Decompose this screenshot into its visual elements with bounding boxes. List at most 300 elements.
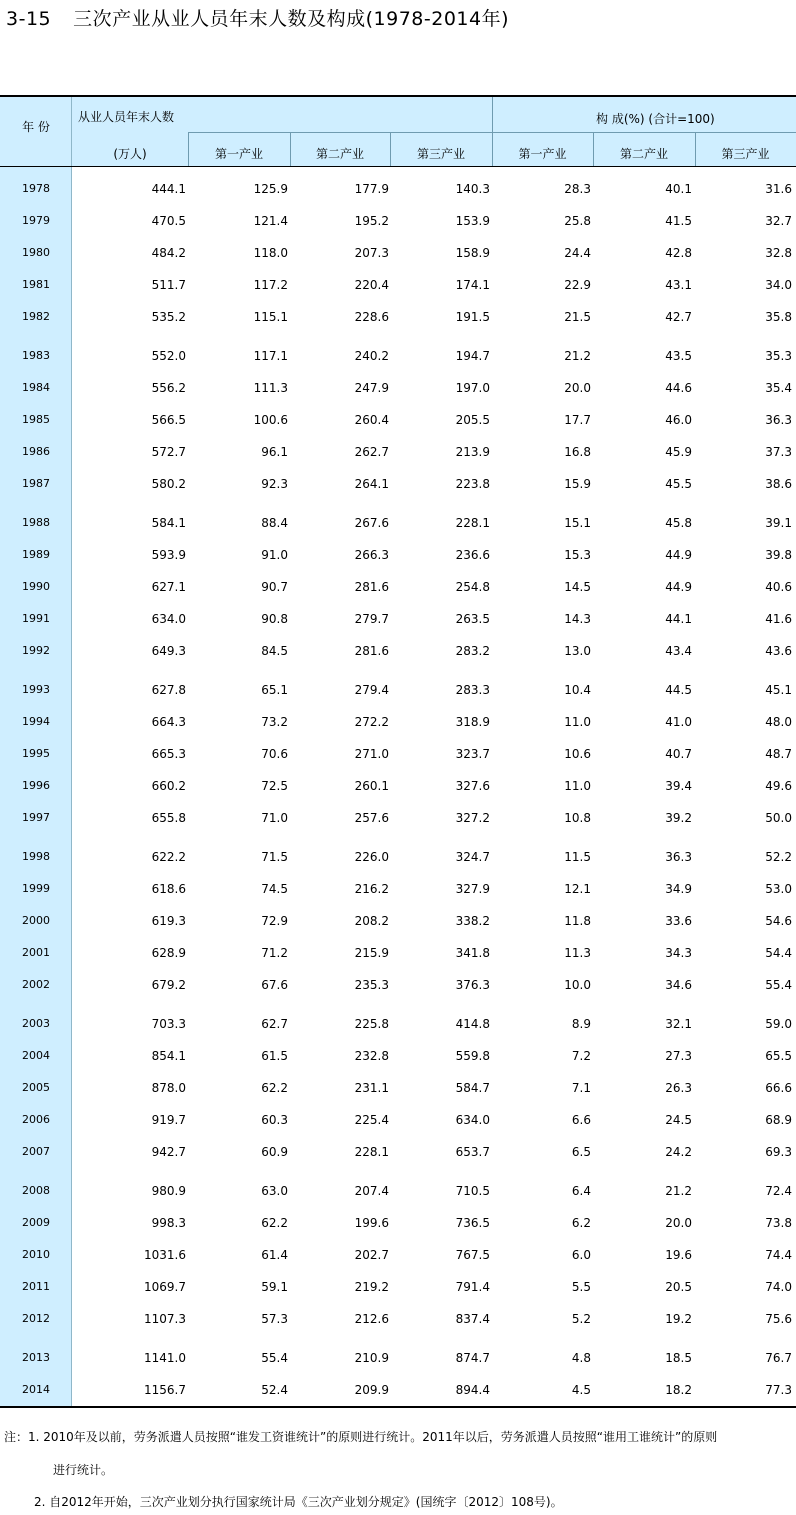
- table-cell: 16.8: [564, 445, 591, 459]
- table-cell: 125.9: [253, 182, 288, 196]
- table-cell: 327.6: [455, 779, 490, 793]
- table-cell: 39.4: [665, 779, 692, 793]
- table-cell: 11.0: [564, 779, 591, 793]
- header-primary: 第一产业: [214, 147, 263, 161]
- table-cell: 240.2: [354, 349, 389, 363]
- table-cell: 21.2: [564, 349, 591, 363]
- table-cell: 281.6: [354, 580, 389, 594]
- table-cell: 215.9: [354, 946, 389, 960]
- table-cell: 34.0: [765, 278, 792, 292]
- note-1-continued: 进行统计。: [53, 1463, 114, 1477]
- year-cell: 2001: [22, 946, 50, 959]
- table-cell: 44.1: [665, 612, 692, 626]
- table-cell: 15.9: [564, 477, 591, 491]
- table-cell: 894.4: [455, 1383, 490, 1397]
- table-cell: 62.7: [261, 1017, 288, 1031]
- table-cell: 38.6: [765, 477, 792, 491]
- year-cell: 1985: [22, 413, 50, 426]
- year-cell: 1989: [22, 548, 50, 561]
- table-cell: 91.0: [261, 548, 288, 562]
- bottom-rule: [0, 1406, 796, 1408]
- year-cell: 1994: [22, 715, 50, 728]
- table-cell: 593.9: [151, 548, 186, 562]
- year-cell: 2008: [22, 1184, 50, 1197]
- table-cell: 62.2: [261, 1081, 288, 1095]
- table-cell: 88.4: [261, 516, 288, 530]
- table-cell: 202.7: [354, 1248, 389, 1262]
- year-cell: 2002: [22, 978, 50, 991]
- table-cell: 627.8: [151, 683, 186, 697]
- table-cell: 4.8: [571, 1351, 591, 1365]
- table-cell: 11.5: [564, 850, 591, 864]
- table-cell: 260.1: [354, 779, 389, 793]
- table-cell: 767.5: [455, 1248, 490, 1262]
- table-cell: 31.6: [765, 182, 792, 196]
- table-cell: 980.9: [151, 1184, 186, 1198]
- table-cell: 40.7: [665, 747, 692, 761]
- year-cell: 1993: [22, 683, 50, 696]
- year-cell: 1995: [22, 747, 50, 760]
- table-cell: 53.0: [765, 882, 792, 896]
- table-cell: 84.5: [261, 644, 288, 658]
- table-cell: 556.2: [151, 381, 186, 395]
- table-cell: 209.9: [354, 1383, 389, 1397]
- table-cell: 24.2: [665, 1145, 692, 1159]
- table-cell: 74.5: [261, 882, 288, 896]
- table-cell: 52.4: [261, 1383, 288, 1397]
- table-cell: 52.2: [765, 850, 792, 864]
- table-cell: 41.0: [665, 715, 692, 729]
- table-cell: 11.8: [564, 914, 591, 928]
- table-cell: 44.9: [665, 548, 692, 562]
- year-cell: 1997: [22, 811, 50, 824]
- table-cell: 92.3: [261, 477, 288, 491]
- header-share-secondary: 第二产业: [619, 147, 668, 161]
- table-cell: 14.3: [564, 612, 591, 626]
- table-cell: 20.5: [665, 1280, 692, 1294]
- table-cell: 48.7: [765, 747, 792, 761]
- table-cell: 72.9: [261, 914, 288, 928]
- table-cell: 231.1: [354, 1081, 389, 1095]
- year-cell: 1981: [22, 278, 50, 291]
- table-cell: 228.1: [354, 1145, 389, 1159]
- table-cell: 35.4: [765, 381, 792, 395]
- table-cell: 117.2: [253, 278, 288, 292]
- table-cell: 414.8: [455, 1017, 490, 1031]
- year-cell: 1980: [22, 246, 50, 259]
- table-cell: 67.6: [261, 978, 288, 992]
- table-cell: 44.5: [665, 683, 692, 697]
- year-cell: 2010: [22, 1248, 50, 1261]
- table-cell: 272.2: [354, 715, 389, 729]
- table-cell: 10.8: [564, 811, 591, 825]
- table-cell: 65.1: [261, 683, 288, 697]
- table-cell: 40.1: [665, 182, 692, 196]
- table-cell: 72.4: [765, 1184, 792, 1198]
- table-cell: 710.5: [455, 1184, 490, 1198]
- table-cell: 228.6: [354, 310, 389, 324]
- table-cell: 70.6: [261, 747, 288, 761]
- table-cell: 100.6: [253, 413, 288, 427]
- table-cell: 26.3: [665, 1081, 692, 1095]
- table-cell: 153.9: [455, 214, 490, 228]
- table-cell: 634.0: [455, 1113, 490, 1127]
- table-cell: 34.6: [665, 978, 692, 992]
- year-cell: 2012: [22, 1312, 50, 1325]
- table-cell: 6.5: [571, 1145, 591, 1159]
- table-cell: 90.7: [261, 580, 288, 594]
- year-cell: 1979: [22, 214, 50, 227]
- table-cell: 42.7: [665, 310, 692, 324]
- table-cell: 22.9: [564, 278, 591, 292]
- table-cell: 121.4: [253, 214, 288, 228]
- table-cell: 32.7: [765, 214, 792, 228]
- table-cell: 225.4: [354, 1113, 389, 1127]
- table-cell: 6.6: [571, 1113, 591, 1127]
- year-cell: 1984: [22, 381, 50, 394]
- table-cell: 10.4: [564, 683, 591, 697]
- table-cell: 1107.3: [144, 1312, 186, 1326]
- table-cell: 55.4: [261, 1351, 288, 1365]
- table-cell: 207.4: [354, 1184, 389, 1198]
- table-cell: 484.2: [151, 246, 186, 260]
- table-cell: 75.6: [765, 1312, 792, 1326]
- table-cell: 212.6: [354, 1312, 389, 1326]
- year-cell: 1996: [22, 779, 50, 792]
- header-employed-group: 从业人员年末人数: [78, 110, 175, 124]
- table-cell: 837.4: [455, 1312, 490, 1326]
- table-cell: 942.7: [151, 1145, 186, 1159]
- table-cell: 61.5: [261, 1049, 288, 1063]
- table-cell: 649.3: [151, 644, 186, 658]
- table-cell: 653.7: [455, 1145, 490, 1159]
- table-cell: 219.2: [354, 1280, 389, 1294]
- table-cell: 341.8: [455, 946, 490, 960]
- table-cell: 205.5: [455, 413, 490, 427]
- table-cell: 572.7: [151, 445, 186, 459]
- table-cell: 199.6: [354, 1216, 389, 1230]
- table-cell: 41.5: [665, 214, 692, 228]
- table-cell: 262.7: [354, 445, 389, 459]
- table-cell: 36.3: [765, 413, 792, 427]
- year-cell: 2009: [22, 1216, 50, 1229]
- table-cell: 228.1: [455, 516, 490, 530]
- table-cell: 14.5: [564, 580, 591, 594]
- table-cell: 20.0: [665, 1216, 692, 1230]
- table-cell: 33.6: [665, 914, 692, 928]
- table-cell: 226.0: [354, 850, 389, 864]
- table-cell: 21.5: [564, 310, 591, 324]
- year-cell: 1978: [22, 182, 50, 195]
- table-cell: 998.3: [151, 1216, 186, 1230]
- table-cell: 878.0: [151, 1081, 186, 1095]
- table-cell: 40.6: [765, 580, 792, 594]
- table-cell: 191.5: [455, 310, 490, 324]
- table-cell: 919.7: [151, 1113, 186, 1127]
- table-cell: 71.2: [261, 946, 288, 960]
- table-cell: 223.8: [455, 477, 490, 491]
- year-cell: 2000: [22, 914, 50, 927]
- table-cell: 28.3: [564, 182, 591, 196]
- year-cell: 1986: [22, 445, 50, 458]
- table-cell: 470.5: [151, 214, 186, 228]
- table-cell: 660.2: [151, 779, 186, 793]
- table-cell: 703.3: [151, 1017, 186, 1031]
- table-cell: 225.8: [354, 1017, 389, 1031]
- table-cell: 39.8: [765, 548, 792, 562]
- table-cell: 19.6: [665, 1248, 692, 1262]
- table-cell: 6.0: [571, 1248, 591, 1262]
- table-cell: 50.0: [765, 811, 792, 825]
- table-cell: 48.0: [765, 715, 792, 729]
- table-cell: 44.9: [665, 580, 692, 594]
- table-cell: 197.0: [455, 381, 490, 395]
- table-cell: 552.0: [151, 349, 186, 363]
- table-cell: 74.4: [765, 1248, 792, 1262]
- table-cell: 12.1: [564, 882, 591, 896]
- table-cell: 655.8: [151, 811, 186, 825]
- table-cell: 195.2: [354, 214, 389, 228]
- table-cell: 6.4: [571, 1184, 591, 1198]
- table-cell: 39.1: [765, 516, 792, 530]
- table-cell: 20.0: [564, 381, 591, 395]
- table-cell: 628.9: [151, 946, 186, 960]
- header-share-primary: 第一产业: [518, 147, 567, 161]
- table-cell: 32.1: [665, 1017, 692, 1031]
- year-cell: 1992: [22, 644, 50, 657]
- table-cell: 25.8: [564, 214, 591, 228]
- table-cell: 6.2: [571, 1216, 591, 1230]
- table-cell: 1156.7: [144, 1383, 186, 1397]
- table-cell: 5.5: [571, 1280, 591, 1294]
- table-cell: 36.3: [665, 850, 692, 864]
- page-title: [6, 4, 509, 31]
- table-cell: 5.2: [571, 1312, 591, 1326]
- table-cell: 21.2: [665, 1184, 692, 1198]
- table-cell: 140.3: [455, 182, 490, 196]
- table-cell: 619.3: [151, 914, 186, 928]
- table-cell: 62.2: [261, 1216, 288, 1230]
- header-divider: [188, 132, 796, 133]
- table-cell: 11.0: [564, 715, 591, 729]
- table-cell: 559.8: [455, 1049, 490, 1063]
- table-cell: 566.5: [151, 413, 186, 427]
- table-cell: 535.2: [151, 310, 186, 324]
- table-cell: 323.7: [455, 747, 490, 761]
- year-cell: 2006: [22, 1113, 50, 1126]
- table-cell: 267.6: [354, 516, 389, 530]
- header-total-unit: (万人): [113, 147, 147, 161]
- table-cell: 45.9: [665, 445, 692, 459]
- header-tertiary: 第三产业: [416, 147, 465, 161]
- table-cell: 59.0: [765, 1017, 792, 1031]
- table-cell: 69.3: [765, 1145, 792, 1159]
- table-cell: 338.2: [455, 914, 490, 928]
- table-cell: 174.1: [455, 278, 490, 292]
- table-cell: 208.2: [354, 914, 389, 928]
- table-cell: 7.2: [571, 1049, 591, 1063]
- table-cell: 68.9: [765, 1113, 792, 1127]
- table-cell: 15.1: [564, 516, 591, 530]
- year-cell: 1983: [22, 349, 50, 362]
- table-cell: 59.1: [261, 1280, 288, 1294]
- table-number: 3-15: [6, 8, 52, 30]
- table-cell: 254.8: [455, 580, 490, 594]
- table-cell: 117.1: [253, 349, 288, 363]
- year-cell: 2011: [22, 1280, 50, 1293]
- table-cell: 44.6: [665, 381, 692, 395]
- table-cell: 8.9: [571, 1017, 591, 1031]
- year-cell: 1998: [22, 850, 50, 863]
- top-rule: [0, 95, 796, 97]
- year-cell: 1991: [22, 612, 50, 625]
- table-cell: 118.0: [253, 246, 288, 260]
- year-cell: 2003: [22, 1017, 50, 1030]
- table-cell: 279.7: [354, 612, 389, 626]
- table-cell: 260.4: [354, 413, 389, 427]
- year-cell: 2007: [22, 1145, 50, 1158]
- table-cell: 232.8: [354, 1049, 389, 1063]
- table-cell: 1069.7: [144, 1280, 186, 1294]
- table-cell: 257.6: [354, 811, 389, 825]
- header-rule: [0, 166, 796, 167]
- header-structure-group: 构 成(%) (合计=100): [596, 112, 715, 126]
- header-year: 年 份: [22, 120, 50, 134]
- year-cell: 1988: [22, 516, 50, 529]
- note-1: 注：1. 2010年及以前，劳务派遣人员按照“谁发工资谁统计”的原则进行统计。2011年以后，劳务派遣人员按照“谁用工谁统计”的原则: [4, 1430, 718, 1444]
- table-cell: 71.5: [261, 850, 288, 864]
- table-cell: 194.7: [455, 349, 490, 363]
- table-cell: 318.9: [455, 715, 490, 729]
- year-cell: 2004: [22, 1049, 50, 1062]
- table-cell: 77.3: [765, 1383, 792, 1397]
- year-cell: 2013: [22, 1351, 50, 1364]
- table-cell: 90.8: [261, 612, 288, 626]
- table-cell: 627.1: [151, 580, 186, 594]
- table-cell: 55.4: [765, 978, 792, 992]
- table-cell: 34.3: [665, 946, 692, 960]
- table-cell: 41.6: [765, 612, 792, 626]
- table-cell: 580.2: [151, 477, 186, 491]
- table-cell: 247.9: [354, 381, 389, 395]
- table-cell: 111.3: [253, 381, 288, 395]
- header-secondary: 第二产业: [315, 147, 364, 161]
- header-share-tertiary: 第三产业: [721, 147, 770, 161]
- table-cell: 266.3: [354, 548, 389, 562]
- table-cell: 17.7: [564, 413, 591, 427]
- table-cell: 49.6: [765, 779, 792, 793]
- year-cell: 1982: [22, 310, 50, 323]
- table-cell: 281.6: [354, 644, 389, 658]
- table-cell: 177.9: [354, 182, 389, 196]
- table-cell: 27.3: [665, 1049, 692, 1063]
- table-cell: 4.5: [571, 1383, 591, 1397]
- table-cell: 45.5: [665, 477, 692, 491]
- table-cell: 35.3: [765, 349, 792, 363]
- table-cell: 376.3: [455, 978, 490, 992]
- table-cell: 736.5: [455, 1216, 490, 1230]
- table-cell: 511.7: [151, 278, 186, 292]
- table-cell: 622.2: [151, 850, 186, 864]
- note-2: 2. 自2012年开始，三次产业划分执行国家统计局《三次产业划分规定》(国统字〔2012〕108号)。: [34, 1495, 563, 1509]
- table-cell: 235.3: [354, 978, 389, 992]
- table-cell: 18.2: [665, 1383, 692, 1397]
- table-cell: 279.4: [354, 683, 389, 697]
- table-cell: 213.9: [455, 445, 490, 459]
- table-cell: 7.1: [571, 1081, 591, 1095]
- table-cell: 39.2: [665, 811, 692, 825]
- table-title: 三次产业从业人员年末人数及构成(1978-2014年): [73, 8, 510, 30]
- table-cell: 71.0: [261, 811, 288, 825]
- table-cell: 207.3: [354, 246, 389, 260]
- table-cell: 664.3: [151, 715, 186, 729]
- table-cell: 13.0: [564, 644, 591, 658]
- table-cell: 35.8: [765, 310, 792, 324]
- table-cell: 283.3: [455, 683, 490, 697]
- table-cell: 61.4: [261, 1248, 288, 1262]
- table-cell: 115.1: [253, 310, 288, 324]
- year-cell: 1990: [22, 580, 50, 593]
- table-cell: 584.7: [455, 1081, 490, 1095]
- table-cell: 220.4: [354, 278, 389, 292]
- table-cell: 158.9: [455, 246, 490, 260]
- year-cell: 2014: [22, 1383, 50, 1396]
- table-cell: 74.0: [765, 1280, 792, 1294]
- table-cell: 72.5: [261, 779, 288, 793]
- table-cell: 327.2: [455, 811, 490, 825]
- table-cell: 271.0: [354, 747, 389, 761]
- table-cell: 11.3: [564, 946, 591, 960]
- table-cell: 54.6: [765, 914, 792, 928]
- table-cell: 1031.6: [144, 1248, 186, 1262]
- table-cell: 634.0: [151, 612, 186, 626]
- table-cell: 444.1: [151, 182, 186, 196]
- table-cell: 791.4: [455, 1280, 490, 1294]
- table-cell: 54.4: [765, 946, 792, 960]
- table-cell: 43.6: [765, 644, 792, 658]
- table-cell: 73.2: [261, 715, 288, 729]
- table-cell: 46.0: [665, 413, 692, 427]
- table-cell: 10.0: [564, 978, 591, 992]
- table-cell: 60.3: [261, 1113, 288, 1127]
- table-cell: 264.1: [354, 477, 389, 491]
- table-cell: 34.9: [665, 882, 692, 896]
- table-cell: 854.1: [151, 1049, 186, 1063]
- table-cell: 327.9: [455, 882, 490, 896]
- table-cell: 665.3: [151, 747, 186, 761]
- table-cell: 43.4: [665, 644, 692, 658]
- year-cell: 2005: [22, 1081, 50, 1094]
- table-cell: 216.2: [354, 882, 389, 896]
- table-cell: 63.0: [261, 1184, 288, 1198]
- table-cell: 60.9: [261, 1145, 288, 1159]
- year-cell: 1999: [22, 882, 50, 895]
- table-cell: 10.6: [564, 747, 591, 761]
- table-cell: 283.2: [455, 644, 490, 658]
- table-cell: 24.5: [665, 1113, 692, 1127]
- table-cell: 37.3: [765, 445, 792, 459]
- table-cell: 24.4: [564, 246, 591, 260]
- table-cell: 19.2: [665, 1312, 692, 1326]
- year-cell: 1987: [22, 477, 50, 490]
- table-cell: 45.1: [765, 683, 792, 697]
- table-cell: 618.6: [151, 882, 186, 896]
- table-cell: 43.5: [665, 349, 692, 363]
- table-cell: 76.7: [765, 1351, 792, 1365]
- table-cell: 57.3: [261, 1312, 288, 1326]
- table-cell: 210.9: [354, 1351, 389, 1365]
- table-cell: 679.2: [151, 978, 186, 992]
